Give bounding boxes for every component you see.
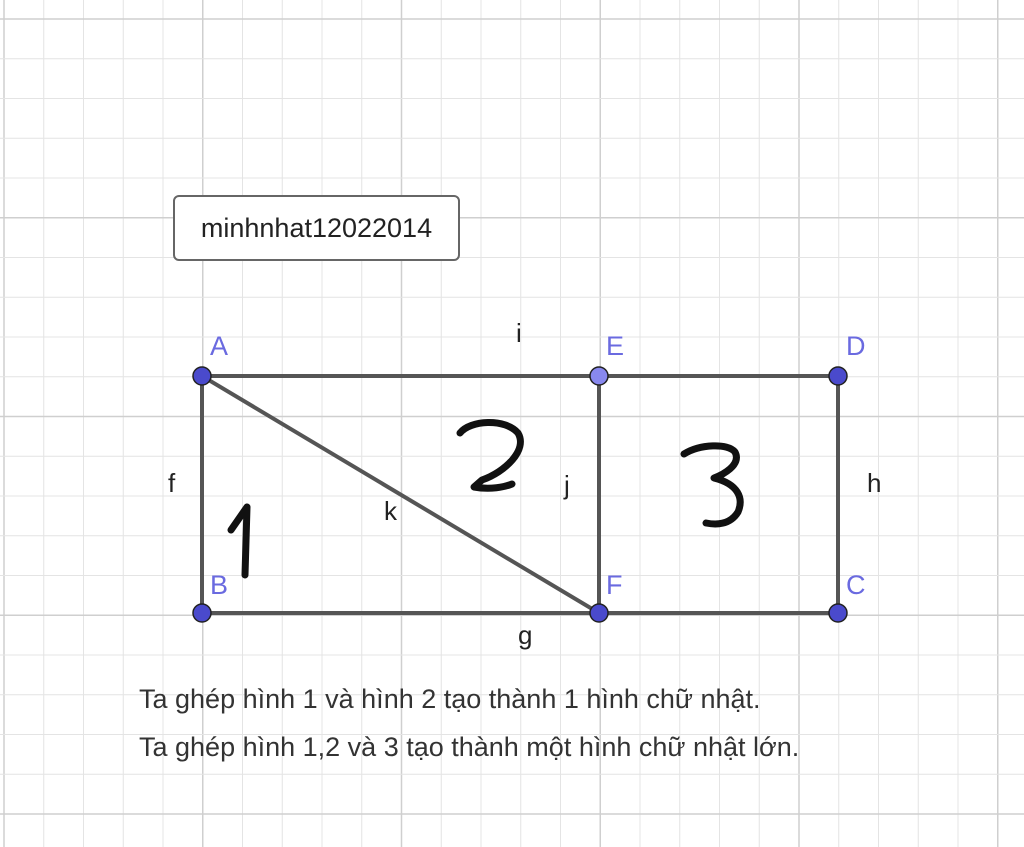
region-numbers: [231, 422, 740, 575]
point-label-C: C: [846, 570, 866, 600]
point-label-E: E: [606, 331, 625, 361]
name-text-box[interactable]: [173, 195, 460, 261]
point-F[interactable]: [590, 604, 608, 622]
point-D[interactable]: [829, 367, 847, 385]
point-B[interactable]: [193, 604, 211, 622]
segment-k[interactable]: [202, 376, 599, 613]
point-label-F: F: [606, 570, 623, 600]
segment-label-g: g: [518, 620, 533, 650]
name-text: minhnhat12022014: [200, 212, 433, 243]
segment-label-i: i: [516, 318, 522, 348]
caption-line-1: Ta ghép hình 1 và hình 2 tạo thành 1 hình chữ nhật.: [139, 684, 761, 714]
point-label-D: D: [846, 331, 866, 361]
handwritten-number-1: [231, 507, 247, 575]
handwritten-number-2: [460, 422, 520, 488]
point-C[interactable]: [829, 604, 847, 622]
segments: [202, 376, 838, 613]
segment-label-k: k: [384, 496, 397, 526]
point-label-B: B: [210, 570, 229, 600]
points: [193, 367, 847, 622]
point-A[interactable]: [193, 367, 211, 385]
segment-label-f: f: [168, 468, 176, 498]
caption-line-2: Ta ghép hình 1,2 và 3 tạo thành một hình chữ nhật lớn.: [139, 732, 800, 762]
handwritten-number-3: [684, 446, 740, 524]
point-E[interactable]: [590, 367, 608, 385]
segment-label-h: h: [867, 468, 882, 498]
point-label-A: A: [210, 331, 229, 361]
segment-label-j: j: [564, 470, 570, 500]
